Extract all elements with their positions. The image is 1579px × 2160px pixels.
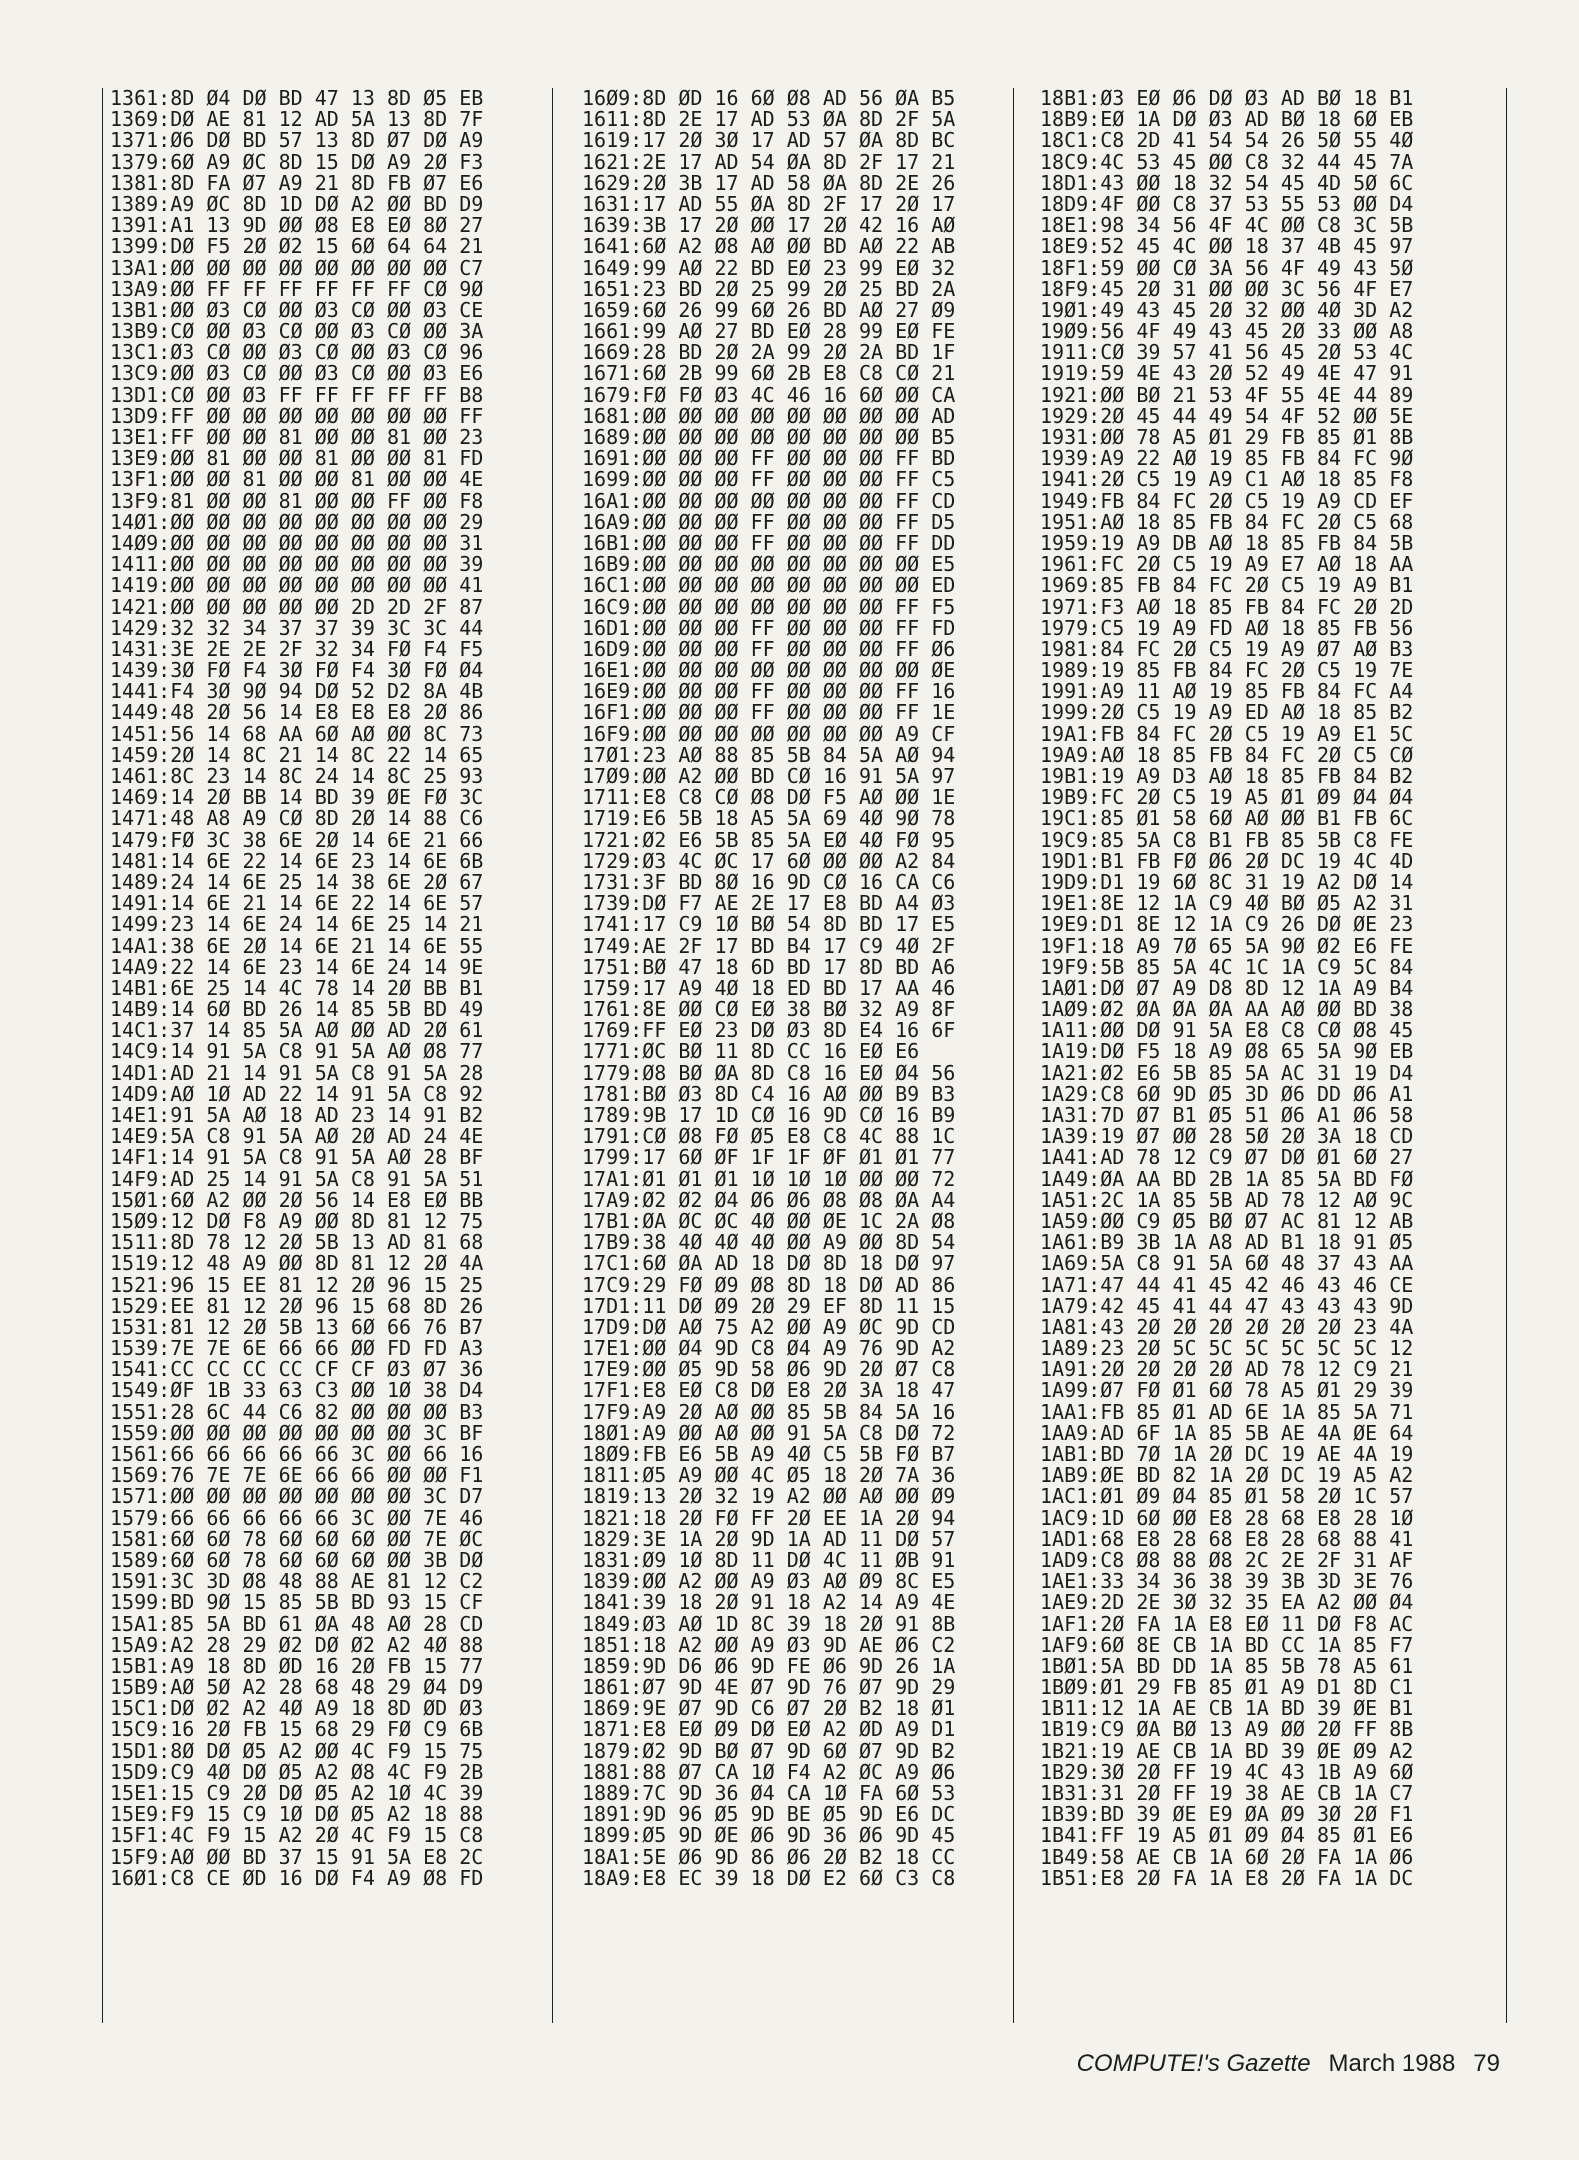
listing-line: 1999:2Ø C5 19 A9 ED AØ 18 85 B2 <box>1040 700 1414 725</box>
listing-line: 1461:8C 23 14 8C 24 14 8C 25 93 <box>110 764 484 788</box>
listing-line: 1989:19 85 FB 84 FC 2Ø C5 19 7E <box>1040 658 1414 683</box>
listing-line: 1759:17 A9 4Ø 18 ED BD 17 AA 46 <box>582 975 956 1000</box>
listing-line: 17Ø9:ØØ A2 ØØ BD CØ 16 91 5A 97 <box>582 764 956 788</box>
listing-line: 18Ø1:A9 ØØ AØ ØØ 91 5A C8 DØ 72 <box>582 1420 956 1445</box>
listing-line: 14F9:AD 25 14 91 5A C8 91 5A 51 <box>110 1166 484 1191</box>
listing-line: 1749:AE 2F 17 BD B4 17 C9 4Ø 2F <box>582 933 956 958</box>
listing-line: 16D9:ØØ ØØ ØØ FF ØØ ØØ ØØ FF Ø6 <box>582 636 956 661</box>
listing-line: 14Ø9:ØØ ØØ ØØ ØØ ØØ ØØ ØØ ØØ 31 <box>110 530 484 555</box>
listing-line: 14E9:5A C8 91 5A AØ 2Ø AD 24 4E <box>110 1124 484 1149</box>
listing-line: 1721:Ø2 E6 5B 85 5A EØ 4Ø FØ 95 <box>582 827 956 852</box>
listing-line: 19Ø1:49 43 45 2Ø 32 ØØ 4Ø 3D A2 <box>1040 297 1414 322</box>
listing-line: 19C1:85 Ø1 58 6Ø AØ ØØ B1 FB 6C <box>1040 806 1414 831</box>
listing-line: 1841:39 18 2Ø 91 18 A2 14 A9 4E <box>582 1590 956 1615</box>
listing-line: 1379:6Ø A9 ØC 8D 15 DØ A9 2Ø F3 <box>110 149 484 174</box>
listing-line: 1781:BØ Ø3 8D C4 16 AØ ØØ B9 B3 <box>582 1081 956 1106</box>
magazine-title: COMPUTE!'s Gazette <box>1076 2050 1311 2077</box>
listing-line: 1A41:AD 78 12 C9 Ø7 DØ Ø1 6Ø 27 <box>1040 1145 1414 1170</box>
listing-line: 1481:14 6E 22 14 6E 23 14 6E 6B <box>110 848 484 873</box>
listing-line: 1889:7C 9D 36 Ø4 CA 1Ø FA 6Ø 53 <box>582 1781 956 1805</box>
listing-line: 1489:24 14 6E 25 14 38 6E 2Ø 67 <box>110 869 484 894</box>
listing-line: 1A21:Ø2 E6 5B 85 5A AC 31 19 D4 <box>1040 1060 1414 1085</box>
listing-line: 14D1:AD 21 14 91 5A C8 91 5A 28 <box>110 1060 484 1085</box>
listing-line: 1959:19 A9 DB AØ 18 85 FB 84 5B <box>1040 530 1414 555</box>
listing-line: 16C9:ØØ ØØ ØØ ØØ ØØ ØØ ØØ FF F5 <box>582 594 956 619</box>
listing-line: 1421:ØØ ØØ ØØ ØØ ØØ 2D 2D 2F 87 <box>110 594 484 619</box>
listing-line: 1561:66 66 66 66 66 3C ØØ 66 16 <box>110 1442 484 1466</box>
listing-line: 15F9:AØ ØØ BD 37 15 91 5A E8 2C <box>110 1844 484 1869</box>
listing-line: 17F1:E8 EØ C8 DØ E8 2Ø 3A 18 47 <box>582 1378 956 1403</box>
listing-line: 1371:Ø6 DØ BD 57 13 8D Ø7 DØ A9 <box>110 128 484 153</box>
listing-line: 1661:99 AØ 27 BD EØ 28 99 EØ FE <box>582 319 956 344</box>
listing-line: 16F1:ØØ ØØ ØØ FF ØØ ØØ ØØ FF 1E <box>582 700 956 725</box>
listing-line: 1811:Ø5 A9 ØØ 4C Ø5 18 2Ø 7A 36 <box>582 1463 956 1488</box>
listing-line: 1649:99 AØ 22 BD EØ 23 99 EØ 32 <box>582 255 956 280</box>
listing-line: 1551:28 6C 44 C6 82 ØØ ØØ ØØ B3 <box>110 1399 484 1424</box>
listing-line: 1881:88 Ø7 CA 1Ø F4 A2 ØC A9 Ø6 <box>582 1759 956 1784</box>
listing-line: 1771:ØC BØ 11 8D CC 16 EØ E6 <box>582 1039 920 1064</box>
listing-line: 1891:9D 96 Ø5 9D BE Ø5 9D E6 DC <box>582 1802 956 1827</box>
listing-line: 1AA1:FB 85 Ø1 AD 6E 1A 85 5A 71 <box>1040 1399 1414 1424</box>
listing-line: 1741:17 C9 1Ø BØ 54 8D BD 17 E5 <box>582 912 956 937</box>
listing-line: 1851:18 A2 ØØ A9 Ø3 9D AE Ø6 C2 <box>582 1632 956 1657</box>
listing-line: 1911:CØ 39 57 41 56 45 2Ø 53 4C <box>1040 340 1414 365</box>
listing-line: 1849:Ø3 AØ 1D 8C 39 18 2Ø 91 8B <box>582 1611 956 1636</box>
listing-line: 1AC1:Ø1 Ø9 Ø4 85 Ø1 58 2Ø 1C 57 <box>1040 1484 1414 1509</box>
hex-listing-column-1 <box>110 88 483 2023</box>
listing-line: 16D1:ØØ ØØ ØØ FF ØØ ØØ ØØ FF FD <box>582 615 956 640</box>
listing-line: 15Ø1:6Ø A2 ØØ 2Ø 56 14 E8 EØ BB <box>110 1187 484 1212</box>
listing-line: 15E9:F9 15 C9 1Ø DØ Ø5 A2 18 88 <box>110 1802 484 1827</box>
listing-line: 1431:3E 2E 2E 2F 32 34 FØ F4 F5 <box>110 636 484 661</box>
listing-line: 1969:85 FB 84 FC 2Ø C5 19 A9 B1 <box>1040 573 1414 598</box>
listing-line: 1719:E6 5B 18 A5 5A 69 4Ø 9Ø 78 <box>582 806 956 831</box>
listing-line: 16F9:ØØ ØØ ØØ ØØ ØØ ØØ ØØ A9 CF <box>582 721 956 746</box>
listing-line: 1AE9:2D 2E 3Ø 32 35 EA A2 ØØ Ø4 <box>1040 1590 1414 1615</box>
listing-line: 1A31:7D Ø7 B1 Ø5 51 Ø6 A1 Ø6 58 <box>1040 1103 1414 1127</box>
listing-line: 1589:6Ø 6Ø 78 6Ø 6Ø 6Ø ØØ 3B DØ <box>110 1547 484 1572</box>
listing-line: 1A91:2Ø 2Ø 2Ø 2Ø AD 78 12 C9 21 <box>1040 1357 1414 1382</box>
listing-line: 1B11:12 1A AE CB 1A BD 39 ØE B1 <box>1040 1696 1414 1721</box>
listing-line: 1639:3B 17 2Ø ØØ 17 2Ø 42 16 AØ <box>582 213 956 238</box>
listing-line: 1871:E8 EØ Ø9 DØ EØ A2 ØD A9 D1 <box>582 1717 956 1742</box>
listing-line: 19F9:5B 85 5A 4C 1C 1A C9 5C 84 <box>1040 954 1414 979</box>
listing-line: 16B9:ØØ ØØ ØØ ØØ ØØ ØØ ØØ ØØ E5 <box>582 552 956 577</box>
listing-line: 1619:17 2Ø 3Ø 17 AD 57 ØA 8D BC <box>582 128 956 153</box>
listing-line: 1439:3Ø FØ F4 3Ø FØ F4 3Ø FØ Ø4 <box>110 658 484 683</box>
listing-line: 1799:17 6Ø ØF 1F 1F ØF Ø1 Ø1 77 <box>582 1145 956 1170</box>
listing-line: 1479:FØ 3C 38 6E 2Ø 14 6E 21 66 <box>110 827 484 852</box>
column-rule-right <box>1506 88 1507 2023</box>
listing-line: 1769:FF EØ 23 DØ Ø3 8D E4 16 6F <box>582 1018 956 1043</box>
listing-line: 1A51:2C 1A 85 5B AD 78 12 AØ 9C <box>1040 1187 1414 1212</box>
listing-line: 1941:2Ø C5 19 A9 C1 AØ 18 85 F8 <box>1040 467 1414 492</box>
listing-line: 1AE1:33 34 36 38 39 3B 3D 3E 76 <box>1040 1569 1414 1594</box>
listing-line: 1B41:FF 19 A5 Ø1 Ø9 Ø4 85 Ø1 E6 <box>1040 1823 1414 1848</box>
listing-line: 1699:ØØ ØØ ØØ FF ØØ ØØ ØØ FF C5 <box>582 467 956 492</box>
listing-line: 1AB1:BD 7Ø 1A 2Ø DC 19 AE 4A 19 <box>1040 1442 1414 1466</box>
listing-line: 1519:12 48 A9 ØØ 8D 81 12 2Ø 4A <box>110 1251 484 1276</box>
listing-line: 1BØ1:5A BD DD 1A 85 5B 78 A5 61 <box>1040 1653 1414 1678</box>
listing-line: 1621:2E 17 AD 54 ØA 8D 2F 17 21 <box>582 149 956 174</box>
listing-line: 15B1:A9 18 8D ØD 16 2Ø FB 15 77 <box>110 1653 484 1678</box>
listing-line: 1691:ØØ ØØ ØØ FF ØØ ØØ ØØ FF BD <box>582 446 956 471</box>
listing-line: 1651:23 BD 2Ø 25 99 2Ø 25 BD 2A <box>582 276 956 301</box>
listing-line: 1AD1:68 E8 28 68 E8 28 68 88 41 <box>1040 1526 1414 1551</box>
listing-line: 1631:17 AD 55 ØA 8D 2F 17 2Ø 17 <box>582 191 956 216</box>
listing-line: 1AØ1:DØ Ø7 A9 D8 8D 12 1A A9 B4 <box>1040 975 1414 1000</box>
listing-line: 13E9:ØØ 81 ØØ ØØ 81 ØØ ØØ 81 FD <box>110 446 484 471</box>
listing-line: 1839:ØØ A2 ØØ A9 Ø3 AØ Ø9 8C E5 <box>582 1569 956 1594</box>
listing-line: 14C9:14 91 5A C8 91 5A AØ Ø8 77 <box>110 1039 484 1064</box>
listing-line: 1AF9:6Ø 8E CB 1A BD CC 1A 85 F7 <box>1040 1632 1414 1657</box>
listing-line: 1559:ØØ ØØ ØØ ØØ ØØ ØØ ØØ 3C BF <box>110 1420 484 1445</box>
listing-line: 17C9:29 FØ Ø9 Ø8 8D 18 DØ AD 86 <box>582 1272 956 1297</box>
listing-line: 1591:3C 3D Ø8 48 88 AE 81 12 C2 <box>110 1569 484 1594</box>
listing-line: 1689:ØØ ØØ ØØ ØØ ØØ ØØ ØØ ØØ B5 <box>582 425 956 449</box>
listing-line: 1369:DØ AE 81 12 AD 5A 13 8D 7F <box>110 107 484 132</box>
listing-line: 16Ø9:8D ØD 16 6Ø Ø8 AD 56 ØA B5 <box>582 86 956 110</box>
listing-line: 1681:ØØ ØØ ØØ ØØ ØØ ØØ ØØ ØØ AD <box>582 403 956 428</box>
listing-line: 1381:8D FA Ø7 A9 21 8D FB Ø7 E6 <box>110 170 484 195</box>
listing-line: 1441:F4 3Ø 9Ø 94 DØ 52 D2 8A 4B <box>110 679 484 704</box>
listing-line: 1B31:31 2Ø FF 19 38 AE CB 1A C7 <box>1040 1781 1414 1805</box>
listing-line: 1A39:19 Ø7 ØØ 28 5Ø 2Ø 3A 18 CD <box>1040 1124 1414 1149</box>
column-rule-left <box>102 88 103 2023</box>
listing-line: 17A9:Ø2 Ø2 Ø4 Ø6 Ø6 Ø8 Ø8 ØA A4 <box>582 1187 956 1212</box>
listing-line: 18A1:5E Ø6 9D 86 Ø6 2Ø B2 18 CC <box>582 1844 956 1869</box>
listing-line: 1611:8D 2E 17 AD 53 ØA 8D 2F 5A <box>582 107 956 132</box>
column-rule-middle-2 <box>1013 88 1014 2023</box>
listing-line: 1939:A9 22 AØ 19 85 FB 84 FC 9Ø <box>1040 446 1414 471</box>
listing-line: 18C9:4C 53 45 ØØ C8 32 44 45 7A <box>1040 149 1414 174</box>
listing-line: 1761:8E ØØ CØ EØ 38 BØ 32 A9 8F <box>582 997 956 1022</box>
listing-line: 1A49:ØA AA BD 2B 1A 85 5A BD FØ <box>1040 1166 1414 1191</box>
listing-line: 1A59:ØØ C9 Ø5 BØ Ø7 AC 81 12 AB <box>1040 1208 1414 1233</box>
listing-line: 1A79:42 45 41 44 47 43 43 43 9D <box>1040 1293 1414 1318</box>
listing-line: 1AA9:AD 6F 1A 85 5B AE 4A ØE 64 <box>1040 1420 1414 1445</box>
listing-line: 14B9:14 6Ø BD 26 14 85 5B BD 49 <box>110 997 484 1022</box>
listing-line: 1919:59 4E 43 2Ø 52 49 4E 47 91 <box>1040 361 1414 386</box>
listing-line: 13F1:ØØ ØØ 81 ØØ ØØ 81 ØØ ØØ 4E <box>110 467 484 492</box>
listing-line: 16E1:ØØ ØØ ØØ ØØ ØØ ØØ ØØ ØØ ØE <box>582 658 956 683</box>
listing-line: 19B1:19 A9 D3 AØ 18 85 FB 84 B2 <box>1040 764 1414 788</box>
listing-line: 1B21:19 AE CB 1A BD 39 ØE Ø9 A2 <box>1040 1738 1414 1763</box>
listing-line: 1469:14 2Ø BB 14 BD 39 ØE FØ 3C <box>110 785 484 810</box>
listing-line: 1819:13 2Ø 32 19 A2 ØØ AØ ØØ Ø9 <box>582 1484 956 1509</box>
listing-line: 1991:A9 11 AØ 19 85 FB 84 FC A4 <box>1040 679 1414 704</box>
listing-line: 19C9:85 5A C8 B1 FB 85 5B C8 FE <box>1040 827 1414 852</box>
listing-line: 1789:9B 17 1D CØ 16 9D CØ 16 B9 <box>582 1103 956 1127</box>
listing-line: 13B9:CØ ØØ Ø3 CØ ØØ Ø3 CØ ØØ 3A <box>110 319 484 344</box>
listing-line: 1491:14 6E 21 14 6E 22 14 6E 57 <box>110 891 484 916</box>
listing-line: 1A19:DØ F5 18 A9 Ø8 65 5A 9Ø EB <box>1040 1039 1414 1064</box>
listing-line: 1541:CC CC CC CC CF CF Ø3 Ø7 36 <box>110 1357 484 1382</box>
listing-line: 1389:A9 ØC 8D 1D DØ A2 ØØ BD D9 <box>110 191 484 216</box>
listing-line: 15D9:C9 4Ø DØ Ø5 A2 Ø8 4C F9 2B <box>110 1759 484 1784</box>
listing-line: 19D9:D1 19 6Ø 8C 31 19 A2 DØ 14 <box>1040 869 1414 894</box>
listing-line: 1511:8D 78 12 2Ø 5B 13 AD 81 68 <box>110 1230 484 1255</box>
listing-line: 18F9:45 2Ø 31 ØØ ØØ 3C 56 4F E7 <box>1040 276 1414 301</box>
listing-line: 1B49:58 AE CB 1A 6Ø 2Ø FA 1A Ø6 <box>1040 1844 1414 1869</box>
listing-line: 16E9:ØØ ØØ ØØ FF ØØ ØØ ØØ FF 16 <box>582 679 956 704</box>
listing-line: 19F1:18 A9 7Ø 65 5A 9Ø Ø2 E6 FE <box>1040 933 1414 958</box>
listing-line: 16A1:ØØ ØØ ØØ ØØ ØØ ØØ ØØ FF CD <box>582 488 956 513</box>
listing-line: 17Ø1:23 AØ 88 85 5B 84 5A AØ 94 <box>582 742 956 767</box>
listing-line: 1A69:5A C8 91 5A 6Ø 48 37 43 AA <box>1040 1251 1414 1276</box>
listing-line: 14E1:91 5A AØ 18 AD 23 14 91 B2 <box>110 1103 484 1127</box>
listing-line: 1831:Ø9 1Ø 8D 11 DØ 4C 11 ØB 91 <box>582 1547 956 1572</box>
listing-line: 1779:Ø8 BØ ØA 8D C8 16 EØ Ø4 56 <box>582 1060 956 1085</box>
listing-line: 18E1:98 34 56 4F 4C ØØ C8 3C 5B <box>1040 213 1414 238</box>
listing-line: 1641:6Ø A2 Ø8 AØ ØØ BD AØ 22 AB <box>582 234 956 259</box>
listing-line: 18B1:Ø3 EØ Ø6 DØ Ø3 AD BØ 18 B1 <box>1040 86 1414 110</box>
listing-line: 1B39:BD 39 ØE E9 ØA Ø9 3Ø 2Ø F1 <box>1040 1802 1414 1827</box>
listing-line: 17E9:ØØ Ø5 9D 58 Ø6 9D 2Ø Ø7 C8 <box>582 1357 956 1382</box>
listing-line: 1711:E8 C8 CØ Ø8 DØ F5 AØ ØØ 1E <box>582 785 956 810</box>
listing-line: 1411:ØØ ØØ ØØ ØØ ØØ ØØ ØØ ØØ 39 <box>110 552 484 577</box>
listing-line: 14A9:22 14 6E 23 14 6E 24 14 9E <box>110 954 484 979</box>
hex-listing-column-3 <box>1040 88 1413 2023</box>
listing-line: 16B1:ØØ ØØ ØØ FF ØØ ØØ ØØ FF DD <box>582 530 956 555</box>
listing-line: 1AF1:2Ø FA 1A E8 EØ 11 DØ F8 AC <box>1040 1611 1414 1636</box>
listing-line: 18A9:E8 EC 39 18 DØ E2 6Ø C3 C8 <box>582 1865 956 1890</box>
listing-line: 1391:A1 13 9D ØØ Ø8 E8 EØ 8Ø 27 <box>110 213 484 238</box>
listing-line: 17A1:Ø1 Ø1 Ø1 1Ø 1Ø 1Ø ØØ ØØ 72 <box>582 1166 956 1191</box>
listing-line: 1971:F3 AØ 18 85 FB 84 FC 2Ø 2D <box>1040 594 1414 619</box>
listing-line: 1859:9D D6 Ø6 9D FE Ø6 9D 26 1A <box>582 1653 956 1678</box>
column-rule-middle-1 <box>552 88 553 2023</box>
listing-line: 1549:ØF 1B 33 63 C3 ØØ 1Ø 38 D4 <box>110 1378 484 1403</box>
listing-line: 1899:Ø5 9D ØE Ø6 9D 36 Ø6 9D 45 <box>582 1823 956 1848</box>
listing-line: 1BØ9:Ø1 29 FB 85 Ø1 A9 D1 8D C1 <box>1040 1675 1414 1700</box>
listing-line: 19A1:FB 84 FC 2Ø C5 19 A9 E1 5C <box>1040 721 1414 746</box>
listing-line: 13A1:ØØ ØØ ØØ ØØ ØØ ØØ ØØ ØØ C7 <box>110 255 484 280</box>
listing-line: 15D1:8Ø DØ Ø5 A2 ØØ 4C F9 15 75 <box>110 1738 484 1763</box>
listing-line: 15E1:15 C9 2Ø DØ Ø5 A2 1Ø 4C 39 <box>110 1781 484 1805</box>
listing-line: 19Ø9:56 4F 49 43 45 2Ø 33 ØØ A8 <box>1040 319 1414 344</box>
listing-line: 1B19:C9 ØA BØ 13 A9 ØØ 2Ø FF 8B <box>1040 1717 1414 1742</box>
listing-line: 1879:Ø2 9D BØ Ø7 9D 6Ø Ø7 9D B2 <box>582 1738 956 1763</box>
listing-line: 1929:2Ø 45 44 49 54 4F 52 ØØ 5E <box>1040 403 1414 428</box>
listing-line: 17C1:6Ø ØA AD 18 DØ 8D 18 DØ 97 <box>582 1251 956 1276</box>
listing-line: 19D1:B1 FB FØ Ø6 2Ø DC 19 4C 4D <box>1040 848 1414 873</box>
listing-line: 1A71:47 44 41 45 42 46 43 46 CE <box>1040 1272 1414 1297</box>
listing-line: 17B9:38 4Ø 4Ø 4Ø ØØ A9 ØØ 8D 54 <box>582 1230 956 1255</box>
listing-line: 13A9:ØØ FF FF FF FF FF FF CØ 9Ø <box>110 276 484 301</box>
listing-line: 1A11:ØØ DØ 91 5A E8 C8 CØ Ø8 45 <box>1040 1018 1414 1043</box>
listing-line: 1829:3E 1A 2Ø 9D 1A AD 11 DØ 57 <box>582 1526 956 1551</box>
listing-line: 1531:81 12 2Ø 5B 13 6Ø 66 76 B7 <box>110 1314 484 1339</box>
listing-line: 1AC9:1D 6Ø ØØ E8 28 68 E8 28 1Ø <box>1040 1505 1414 1530</box>
listing-line: 14A1:38 6E 2Ø 14 6E 21 14 6E 55 <box>110 933 484 958</box>
listing-line: 1629:2Ø 3B 17 AD 58 ØA 8D 2E 26 <box>582 170 956 195</box>
listing-line: 19B9:FC 2Ø C5 19 A5 Ø1 Ø9 Ø4 Ø4 <box>1040 785 1414 810</box>
listing-line: 14C1:37 14 85 5A AØ ØØ AD 2Ø 61 <box>110 1018 484 1043</box>
listing-line: 1679:FØ FØ Ø3 4C 46 16 6Ø ØØ CA <box>582 382 956 407</box>
listing-line: 1821:18 2Ø FØ FF 2Ø EE 1A 2Ø 94 <box>582 1505 956 1530</box>
listing-line: 1579:66 66 66 66 66 3C ØØ 7E 46 <box>110 1505 484 1530</box>
listing-line: 1429:32 32 34 37 37 39 3C 3C 44 <box>110 615 484 640</box>
listing-line: 15C9:16 2Ø FB 15 68 29 FØ C9 6B <box>110 1717 484 1742</box>
listing-line: 15F1:4C F9 15 A2 2Ø 4C F9 15 C8 <box>110 1823 484 1848</box>
listing-line: 17B1:ØA ØC ØC 4Ø ØØ ØE 1C 2A Ø8 <box>582 1208 956 1233</box>
listing-line: 1861:Ø7 9D 4E Ø7 9D 76 Ø7 9D 29 <box>582 1675 956 1700</box>
listing-line: 17D1:11 DØ Ø9 2Ø 29 EF 8D 11 15 <box>582 1293 956 1318</box>
listing-line: 1571:ØØ ØØ ØØ ØØ ØØ ØØ ØØ 3C D7 <box>110 1484 484 1509</box>
listing-line: 16A9:ØØ ØØ ØØ FF ØØ ØØ ØØ FF D5 <box>582 509 956 534</box>
listing-line: 13C1:Ø3 CØ ØØ Ø3 CØ ØØ Ø3 CØ 96 <box>110 340 484 365</box>
listing-line: 13E1:FF ØØ ØØ 81 ØØ ØØ 81 ØØ 23 <box>110 425 484 449</box>
listing-line: 1AØ9:Ø2 ØA ØA ØA AA AØ ØØ BD 38 <box>1040 997 1414 1022</box>
listing-line: 13D9:FF ØØ ØØ ØØ ØØ ØØ ØØ ØØ FF <box>110 403 484 428</box>
listing-line: 1981:84 FC 2Ø C5 19 A9 Ø7 AØ B3 <box>1040 636 1414 661</box>
listing-line: 1569:76 7E 7E 6E 66 66 ØØ ØØ F1 <box>110 1463 484 1488</box>
listing-line: 15A1:85 5A BD 61 ØA 48 AØ 28 CD <box>110 1611 484 1636</box>
listing-line: 18D1:43 ØØ 18 32 54 45 4D 5Ø 6C <box>1040 170 1414 195</box>
listing-line: 13D1:CØ ØØ Ø3 FF FF FF FF FF B8 <box>110 382 484 407</box>
listing-line: 1399:DØ F5 2Ø Ø2 15 6Ø 64 64 21 <box>110 234 484 259</box>
listing-line: 1949:FB 84 FC 2Ø C5 19 A9 CD EF <box>1040 488 1414 513</box>
listing-line: 1AD9:C8 Ø8 88 Ø8 2C 2E 2F 31 AF <box>1040 1547 1414 1572</box>
listing-line: 1729:Ø3 4C ØC 17 6Ø ØØ ØØ A2 84 <box>582 848 956 873</box>
listing-line: 1731:3F BD 8Ø 16 9D CØ 16 CA C6 <box>582 869 956 894</box>
listing-line: 19A9:AØ 18 85 FB 84 FC 2Ø C5 CØ <box>1040 742 1414 767</box>
listing-line: 18C1:C8 2D 41 54 54 26 5Ø 55 4Ø <box>1040 128 1414 153</box>
listing-line: 1499:23 14 6E 24 14 6E 25 14 21 <box>110 912 484 937</box>
listing-line: 1869:9E Ø7 9D C6 Ø7 2Ø B2 18 Ø1 <box>582 1696 956 1721</box>
listing-line: 1A89:23 2Ø 5C 5C 5C 5C 5C 5C 12 <box>1040 1336 1414 1361</box>
listing-line: 1751:BØ 47 18 6D BD 17 8D BD A6 <box>582 954 956 979</box>
listing-page <box>70 88 1506 2023</box>
listing-line: 1739:DØ F7 AE 2E 17 E8 BD A4 Ø3 <box>582 891 956 916</box>
listing-line: 17E1:ØØ Ø4 9D C8 Ø4 A9 76 9D A2 <box>582 1336 956 1361</box>
listing-line: 13F9:81 ØØ ØØ 81 ØØ ØØ FF ØØ F8 <box>110 488 484 513</box>
listing-line: 18B9:EØ 1A DØ Ø3 AD BØ 18 6Ø EB <box>1040 107 1414 132</box>
listing-line: 19E9:D1 8E 12 1A C9 26 DØ ØE 23 <box>1040 912 1414 937</box>
listing-line: 1961:FC 2Ø C5 19 A9 E7 AØ 18 AA <box>1040 552 1414 577</box>
listing-line: 1B29:3Ø 2Ø FF 19 4C 43 1B A9 6Ø <box>1040 1759 1414 1784</box>
listing-line: 1921:ØØ BØ 21 53 4F 55 4E 44 89 <box>1040 382 1414 407</box>
listing-line: 18E9:52 45 4C ØØ 18 37 4B 45 97 <box>1040 234 1414 259</box>
listing-line: 1449:48 2Ø 56 14 E8 E8 E8 2Ø 86 <box>110 700 484 725</box>
listing-line: 1AB9:ØE BD 82 1A 2Ø DC 19 A5 A2 <box>1040 1463 1414 1488</box>
listing-line: 1521:96 15 EE 81 12 2Ø 96 15 25 <box>110 1272 484 1297</box>
listing-line: 13B1:ØØ Ø3 CØ ØØ Ø3 CØ ØØ Ø3 CE <box>110 297 484 322</box>
listing-line: 1659:6Ø 26 99 6Ø 26 BD AØ 27 Ø9 <box>582 297 956 322</box>
listing-line: 19E1:8E 12 1A C9 4Ø BØ Ø5 A2 31 <box>1040 891 1414 916</box>
listing-line: 15C1:DØ Ø2 A2 4Ø A9 18 8D ØD Ø3 <box>110 1696 484 1721</box>
listing-line: 1529:EE 81 12 2Ø 96 15 68 8D 26 <box>110 1293 484 1318</box>
page-number: 79 <box>1473 2050 1500 2077</box>
hex-listing-column-2 <box>582 88 955 2023</box>
listing-line: 15A9:A2 28 29 Ø2 DØ Ø2 A2 4Ø 88 <box>110 1632 484 1657</box>
listing-line: 1459:2Ø 14 8C 21 14 8C 22 14 65 <box>110 742 484 767</box>
listing-line: 1599:BD 9Ø 15 85 5B BD 93 15 CF <box>110 1590 484 1615</box>
issue-date: March 1988 <box>1328 2050 1456 2077</box>
listing-line: 18D9:4F ØØ C8 37 53 55 53 ØØ D4 <box>1040 191 1414 216</box>
listing-line: 15B9:AØ 5Ø A2 28 68 48 29 Ø4 D9 <box>110 1675 484 1700</box>
listing-line: 13C9:ØØ Ø3 CØ ØØ Ø3 CØ ØØ Ø3 E6 <box>110 361 484 386</box>
listing-line: 15Ø9:12 DØ F8 A9 ØØ 8D 81 12 75 <box>110 1208 484 1233</box>
listing-line: 1419:ØØ ØØ ØØ ØØ ØØ ØØ ØØ ØØ 41 <box>110 573 484 598</box>
listing-line: 1581:6Ø 6Ø 78 6Ø 6Ø 6Ø ØØ 7E ØC <box>110 1526 484 1551</box>
listing-line: 1791:CØ Ø8 FØ Ø5 E8 C8 4C 88 1C <box>582 1124 956 1149</box>
listing-line: 14B1:6E 25 14 4C 78 14 2Ø BB B1 <box>110 975 484 1000</box>
listing-line: 16C1:ØØ ØØ ØØ ØØ ØØ ØØ ØØ ØØ ED <box>582 573 956 598</box>
page-footer <box>1000 2050 1500 2078</box>
listing-line: 18Ø9:FB E6 5B A9 4Ø C5 5B FØ B7 <box>582 1442 956 1466</box>
listing-line: 14Ø1:ØØ ØØ ØØ ØØ ØØ ØØ ØØ ØØ 29 <box>110 509 484 534</box>
listing-line: 16Ø1:C8 CE ØD 16 DØ F4 A9 Ø8 FD <box>110 1865 484 1890</box>
listing-line: 1A61:B9 3B 1A A8 AD B1 18 91 Ø5 <box>1040 1230 1414 1255</box>
listing-line: 1539:7E 7E 6E 66 66 ØØ FD FD A3 <box>110 1336 484 1361</box>
listing-line: 1931:ØØ 78 A5 Ø1 29 FB 85 Ø1 8B <box>1040 425 1414 449</box>
listing-line: 18F1:59 ØØ CØ 3A 56 4F 49 43 5Ø <box>1040 255 1414 280</box>
listing-line: 1A81:43 2Ø 2Ø 2Ø 2Ø 2Ø 2Ø 23 4A <box>1040 1314 1414 1339</box>
listing-line: 1B51:E8 2Ø FA 1A E8 2Ø FA 1A DC <box>1040 1865 1414 1890</box>
listing-line: 1361:8D Ø4 DØ BD 47 13 8D Ø5 EB <box>110 86 484 110</box>
listing-line: 1671:6Ø 2B 99 6Ø 2B E8 C8 CØ 21 <box>582 361 956 386</box>
listing-line: 1451:56 14 68 AA 6Ø AØ ØØ 8C 73 <box>110 721 484 746</box>
listing-line: 14D9:AØ 1Ø AD 22 14 91 5A C8 92 <box>110 1081 484 1106</box>
listing-line: 17D9:DØ AØ 75 A2 ØØ A9 ØC 9D CD <box>582 1314 956 1339</box>
listing-line: 1471:48 A8 A9 CØ 8D 2Ø 14 88 C6 <box>110 806 484 831</box>
listing-line: 1A29:C8 6Ø 9D Ø5 3D Ø6 DD Ø6 A1 <box>1040 1081 1414 1106</box>
listing-line: 1A99:Ø7 FØ Ø1 6Ø 78 A5 Ø1 29 39 <box>1040 1378 1414 1403</box>
listing-line: 1951:AØ 18 85 FB 84 FC 2Ø C5 68 <box>1040 509 1414 534</box>
listing-line: 14F1:14 91 5A C8 91 5A AØ 28 BF <box>110 1145 484 1170</box>
listing-line: 1669:28 BD 2Ø 2A 99 2Ø 2A BD 1F <box>582 340 956 365</box>
listing-line: 1979:C5 19 A9 FD AØ 18 85 FB 56 <box>1040 615 1414 640</box>
listing-line: 17F9:A9 2Ø AØ ØØ 85 5B 84 5A 16 <box>582 1399 956 1424</box>
